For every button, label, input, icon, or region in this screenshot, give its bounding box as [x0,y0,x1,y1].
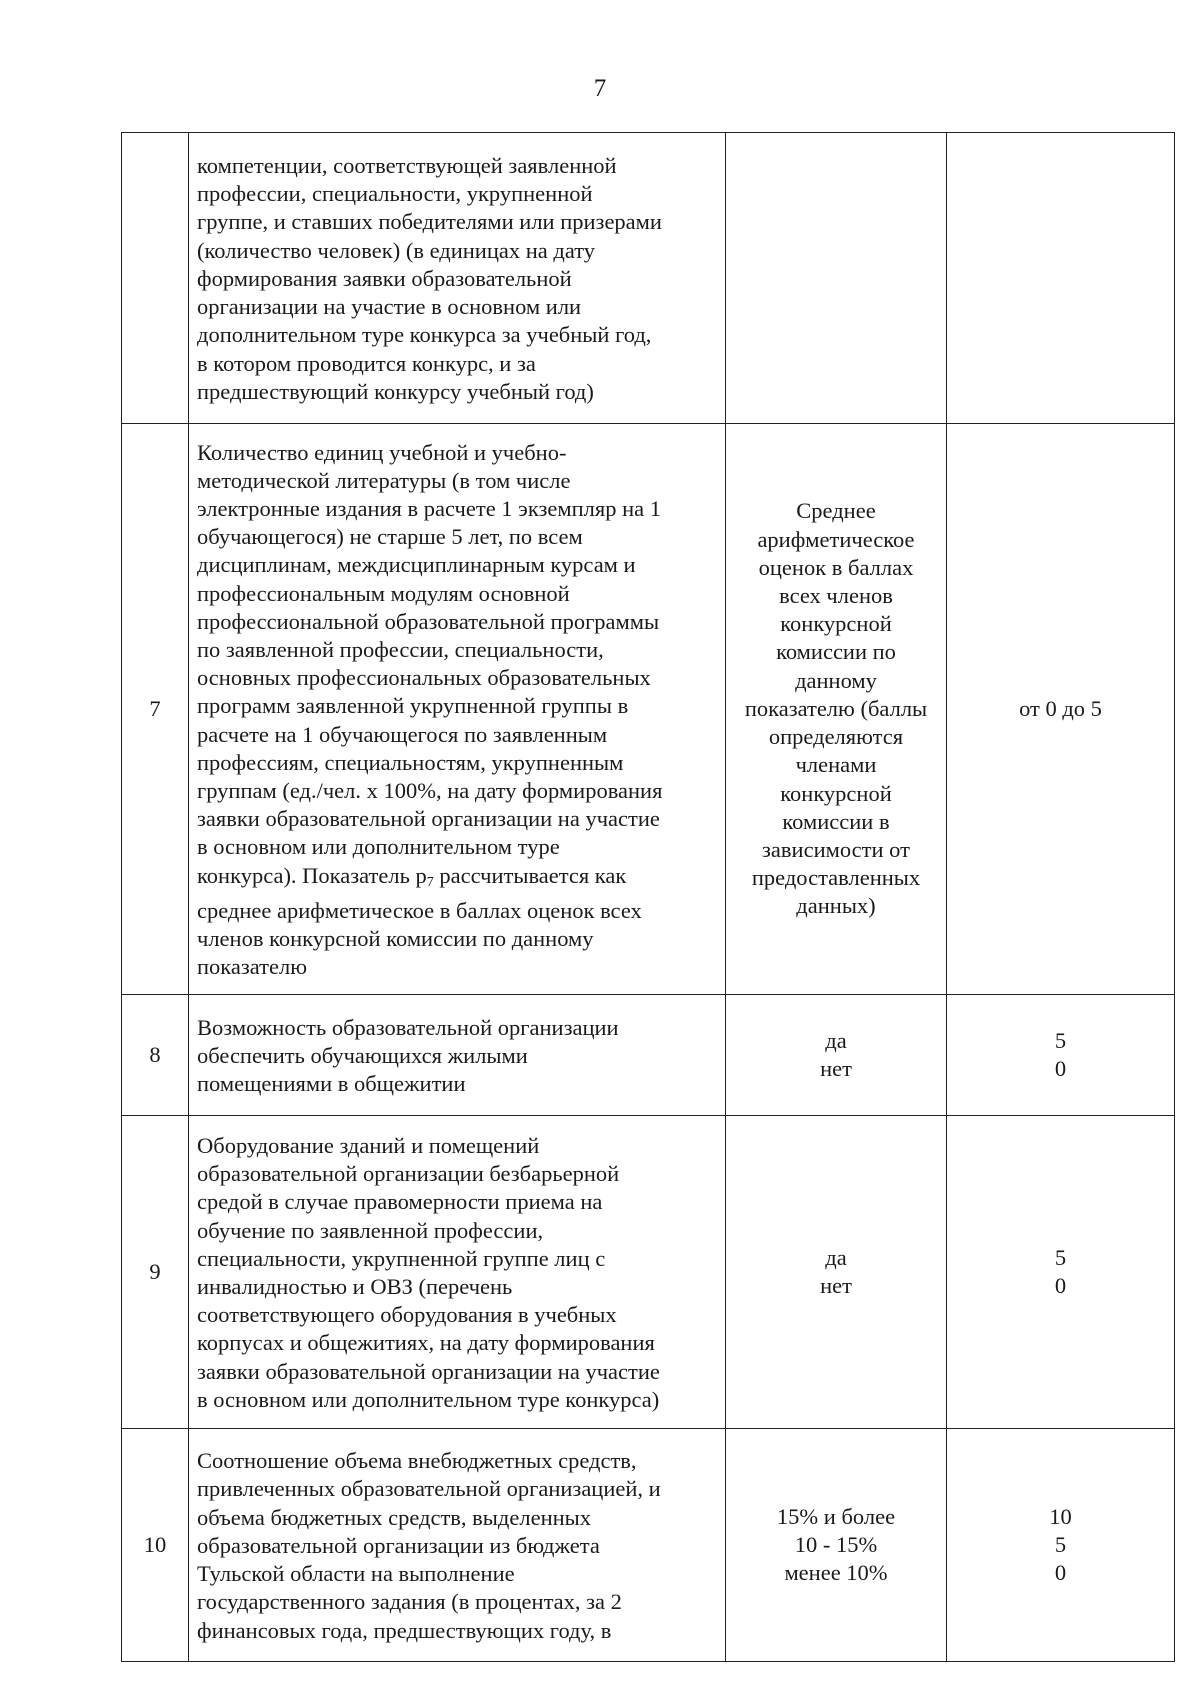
score-values [947,1429,1175,1662]
row-number [122,133,189,424]
score-line: 10 [1049,1503,1072,1529]
description-line: в основном или дополнительном туре [197,834,560,860]
indicator-text: конкурса). Показатель р [197,862,427,888]
evaluation-line: да [825,1027,847,1053]
description-line: инвалидностью и ОВЗ (перечень [197,1274,513,1299]
description-line: среднее арифметическое в баллах оценок всех [197,897,642,923]
description-line: членов конкурсной комиссии по данному [197,926,594,952]
score-line: от 0 до 5 [1019,695,1102,721]
criterion-description [189,1429,726,1662]
description-line: программ заявленной укрупненной группы в [197,693,629,719]
score-line: 0 [1054,1056,1067,1081]
score-line: 5 [1054,1531,1067,1557]
description-line: специальности, укрупненной группе лиц с [197,1245,606,1271]
description-line: Тульской области на выполнение [197,1561,515,1587]
description-line: Количество единиц учебной и учебно- [197,439,567,465]
score-values [947,995,1175,1116]
criterion-description [189,1116,726,1429]
evaluation-line: конкурсной [780,611,892,637]
description-line: группам (ед./чел. х 100%, на дату формирования [197,778,663,803]
description-line: основных профессиональных образовательных [197,665,651,691]
row-number: 10 [122,1429,189,1662]
description-line: помещениями в общежитии [197,1071,466,1097]
description-line: соответствующего оборудования в учебных [197,1302,617,1328]
evaluation-method [726,1429,947,1662]
evaluation-line: менее 10% [784,1560,888,1586]
evaluation-line: членами [795,752,877,778]
description-line: по заявленной профессии, специальности, [197,636,604,662]
criterion-description [189,995,726,1116]
description-line: расчете на 1 обучающегося по заявленным [197,721,608,747]
description-line: формирования заявки образовательной [197,265,572,291]
description-line: образовательной организации из бюджета [197,1532,600,1558]
evaluation-line: Среднее [796,498,876,524]
score-line: 0 [1054,1273,1067,1298]
evaluation-line: предоставленных [751,865,921,891]
description-line: в основном или дополнительном туре конкурса) [197,1386,660,1412]
evaluation-line: комиссии по [776,639,896,665]
description-line: профессиональным модулям основной [197,580,570,606]
evaluation-line: данных) [796,893,876,919]
description-line: финансовых года, предшествующих году, в [197,1617,612,1643]
evaluation-line: 10 - 15% [794,1531,878,1557]
description-line: профессиональной образовательной программы [197,608,660,634]
description-line: средой в случае правомерности приема на [197,1189,603,1215]
description-line-indicator [197,862,719,897]
description-line: Соотношение объема внебюджетных средств, [197,1448,637,1474]
description-line: государственного задания (в процентах, за 2 [197,1589,622,1615]
description-line: (количество человек) (в единицах на дату [197,237,596,263]
evaluation-line: конкурсной [780,780,892,806]
indicator-text-tail: рассчитывается как [433,862,627,888]
evaluation-line: 15% и более [776,1503,896,1529]
evaluation-line: комиссии в [782,808,890,834]
evaluation-line: нет [820,1273,852,1298]
description-line: профессиям, специальностям, укрупненным [197,749,624,775]
evaluation-line: данному [795,667,877,693]
evaluation-line: да [825,1244,847,1270]
description-line: объема бюджетных средств, выделенных [197,1504,592,1530]
score-line: 5 [1054,1244,1067,1270]
score-line: 5 [1054,1027,1067,1053]
table-row [122,1429,1175,1662]
evaluation-line: оценок в баллах [758,554,914,580]
evaluation-method [726,995,947,1116]
evaluation-line: нет [820,1056,852,1081]
description-line: заявки образовательной организации на участие [197,806,660,832]
evaluation-line: зависимости от [762,836,910,862]
description-line: образовательной организации безбарьерной [197,1161,620,1187]
table-row [122,995,1175,1116]
score-line: 0 [1054,1560,1067,1586]
description-line: дополнительном туре конкурса за учебный год, [197,322,652,348]
description-line: Возможность образовательной организации [197,1014,619,1040]
description-line: электронные издания в расчете 1 экземпляр на 1 [197,495,661,521]
description-line: заявки образовательной организации на участие [197,1358,660,1384]
criteria-table [121,132,1175,1662]
criterion-description [189,133,726,424]
description-line: компетенции, соответствующей заявленной [197,153,617,179]
score-values [947,424,1175,995]
description-line: обеспечить обучающихся жилыми [197,1042,528,1068]
row-number: 7 [122,424,189,995]
score-values [947,1116,1175,1429]
description-line: предшествующий конкурсу учебный год) [197,378,594,404]
table-row [122,1116,1175,1429]
evaluation-method [726,424,947,995]
description-line: в котором проводится конкурс, и за [197,350,536,376]
description-line: профессии, специальности, укрупненной [197,181,593,207]
description-line: группе, и ставших победителями или призерами [197,209,662,235]
description-line: привлеченных образовательной организацией, и [197,1476,661,1502]
evaluation-method [726,133,947,424]
description-line: дисциплинам, междисциплинарным курсам и [197,552,636,578]
evaluation-line: арифметическое [757,526,915,552]
table-row [122,424,1175,995]
score-values [947,133,1175,424]
page-number: 7 [593,75,607,102]
description-line: корпусах и общежитиях, на дату формирования [197,1330,655,1356]
evaluation-line: определяются [768,724,904,750]
criterion-description [189,424,726,995]
row-number: 8 [122,995,189,1116]
description-line: обучение по заявленной профессии, [197,1217,544,1243]
description-line: Оборудование зданий и помещений [197,1132,540,1158]
description-line: обучающегося) не старше 5 лет, по всем [197,524,583,550]
evaluation-line: всех членов [779,583,893,609]
evaluation-line: показателю (баллы [744,695,928,721]
table-row [122,133,1175,424]
description-line: методической литературы (в том числе [197,467,571,493]
indicator-subscript: 7 [426,874,434,890]
description-line: организации на участие в основном или [197,294,582,320]
evaluation-method [726,1116,947,1429]
row-number: 9 [122,1116,189,1429]
description-line: показателю [197,954,308,980]
